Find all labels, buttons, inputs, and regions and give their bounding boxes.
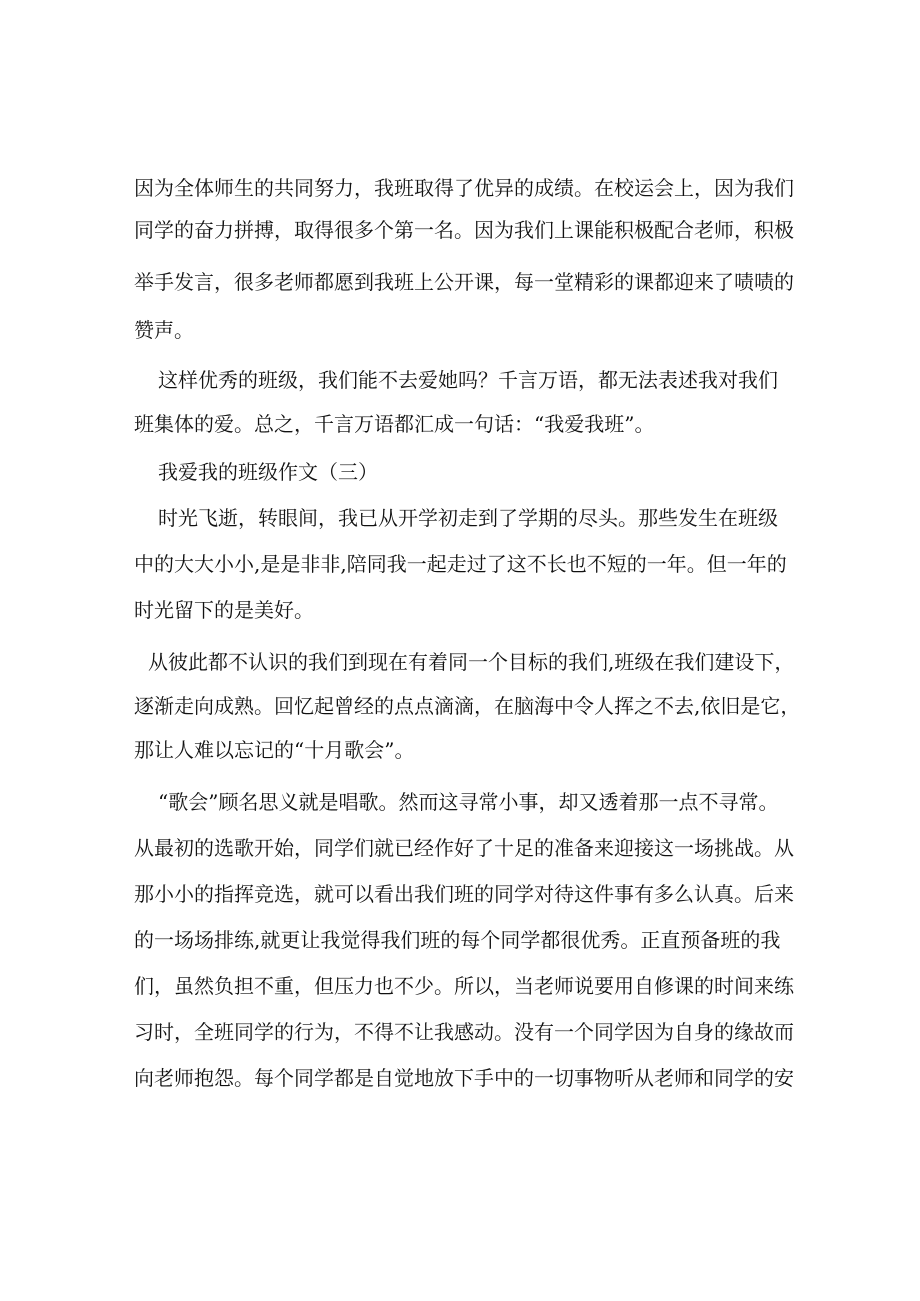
text-line: 同学的奋力拼搏，取得很多个第一名。因为我们上课能积极配合老师，积极 — [134, 218, 794, 242]
text-line: 赞声。 — [134, 318, 194, 342]
text-line: 从最初的选歌开始，同学们就已经作好了十足的准备来迎接这一场挑战。从 — [134, 836, 794, 860]
text-line: 班集体的爱。总之，千言万语都汇成一句话：“我爱我班”。 — [134, 412, 655, 436]
text-line: 因为全体师生的共同努力，我班取得了优异的成绩。在校运会上，因为我们 — [134, 176, 794, 200]
text-line: 举手发言，很多老师都愿到我班上公开课，每一堂精彩的课都迎来了啧啧的 — [134, 270, 794, 294]
text-line: 那让人难以忘记的“十月歌会”。 — [134, 738, 415, 762]
text-line: 时光留下的是美好。 — [134, 598, 314, 622]
text-line: 时光飞逝，转眼间，我已从开学初走到了学期的尽头。那些发生在班级 — [158, 506, 778, 530]
text-line: “歌会”顾名思义就是唱歌。然而这寻常小事，却又透着那一点不寻常。 — [158, 790, 779, 814]
text-line: 从彼此都不认识的我们到现在有着同一个目标的我们,班级在我们建设下， — [148, 650, 795, 674]
section-heading: 我爱我的班级作文（三） — [158, 460, 378, 484]
text-line: 这样优秀的班级，我们能不去爱她吗？千言万语，都无法表述我对我们 — [158, 368, 778, 392]
text-line: 习时，全班同学的行为，不得不让我感动。没有一个同学因为自身的缘故而 — [134, 1020, 794, 1044]
text-line: 向老师抱怨。每个同学都是自觉地放下手中的一切事物听从老师和同学的安 — [134, 1066, 794, 1090]
text-line: 的一场场排练,就更让我觉得我们班的每个同学都很优秀。正直预备班的我 — [134, 928, 781, 952]
text-line: 逐渐走向成熟。回忆起曾经的点点滴滴，在脑海中令人挥之不去,依旧是它， — [134, 694, 801, 718]
text-line: 们，虽然负担不重，但压力也不少。所以，当老师说要用自修课的时间来练 — [134, 974, 794, 998]
text-line: 那小小的指挥竞选，就可以看出我们班的同学对待这件事有多么认真。后来 — [134, 882, 794, 906]
text-line: 中的大大小小,是是非非,陪同我一起走过了这不长也不短的一年。但一年的 — [134, 552, 787, 576]
